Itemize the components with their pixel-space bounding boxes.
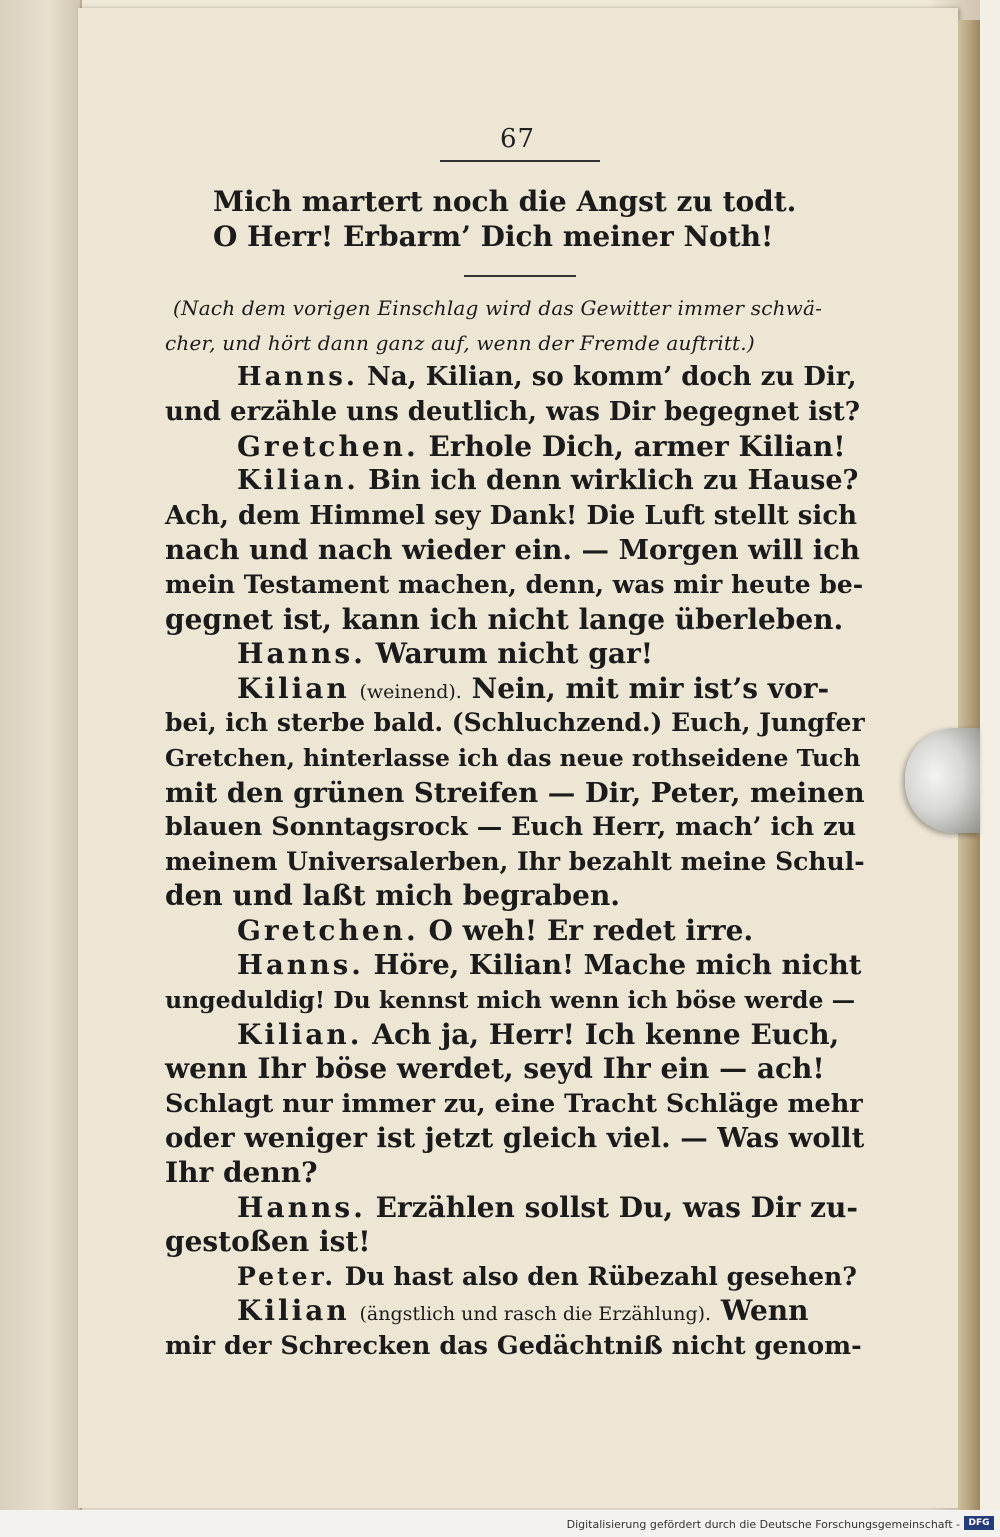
dialogue-line: Peter. Du hast also den Rübezahl gesehen?	[237, 1261, 857, 1291]
dialogue-line: Schlagt nur immer zu, eine Tracht Schläge mehr	[165, 1088, 863, 1119]
dialogue-line: Kilian. Ach ja, Herr! Ich kenne Euch,	[237, 1017, 840, 1051]
speaker-name: Kilian.	[237, 465, 359, 497]
dialogue-line: Gretchen. Erhole Dich, armer Kilian!	[237, 429, 846, 463]
dfg-logo: DFG	[964, 1516, 994, 1530]
dialogue-line: Kilian. Bin ich denn wirklich zu Hause?	[237, 465, 859, 497]
dialogue-line: Hanns. Höre, Kilian! Mache mich nicht	[237, 949, 862, 982]
dialogue-line: Gretchen, hinterlasse ich das neue rothseidene Tuch	[165, 743, 861, 772]
dialogue-line: oder weniger ist jetzt gleich viel. — Was wollt	[165, 1122, 865, 1155]
speaker-name: Hanns.	[237, 1190, 366, 1224]
spacer	[165, 254, 865, 291]
dialogue-line: Hanns. Warum nicht gar!	[237, 637, 654, 671]
dialogue-line: Hanns. Na, Kilian, so komm’ doch zu Dir,	[237, 362, 857, 393]
stage-direction: (weinend).	[359, 680, 462, 703]
speaker-name: Hanns.	[237, 362, 358, 393]
digitization-credit: Digitalisierung gefördert durch die Deutsche Forschungsgemeinschaft -	[566, 1518, 960, 1531]
speaker-name: Kilian	[237, 1294, 350, 1328]
dialogue-line: meinem Universalerben, Ihr bezahlt meine Schul-	[165, 846, 865, 876]
speaker-name: Gretchen.	[237, 913, 419, 947]
dialogue-line: Gretchen. O weh! Er redet irre.	[237, 913, 754, 947]
stage-direction-line: cher, und hört dann ganz auf, wenn der Fremde auftritt.)	[165, 330, 755, 355]
speaker-name: Kilian.	[237, 1017, 363, 1051]
speaker-name: Hanns.	[237, 949, 364, 982]
dialogue-line: mit den grünen Streifen — Dir, Peter, meinen	[165, 776, 865, 809]
verse-line: O Herr! Erbarm’ Dich meiner Noth!	[213, 219, 774, 253]
speaker-name: Gretchen.	[237, 429, 419, 463]
dialogue-line: blauen Sonntagsrock — Euch Herr, mach’ ich zu	[165, 812, 857, 843]
stage-direction-line: (Nach dem vorigen Einschlag wird das Gewitter immer schwä-	[173, 296, 823, 321]
scan-margin	[980, 0, 1000, 1537]
dialogue-line: Kilian (weinend). Nein, mit mir ist’s vor-	[237, 671, 830, 705]
dialogue-line: den und laßt mich begraben.	[165, 879, 621, 913]
dialogue-line: bei, ich sterbe bald. (Schluchzend.) Euch, Jungfer	[165, 708, 865, 738]
dialogue-line: und erzähle uns deutlich, was Dir begegnet ist?	[165, 396, 860, 427]
dialogue-line: mir der Schrecken das Gedächtniß nicht genom-	[165, 1331, 862, 1361]
page-number: 67	[500, 124, 536, 154]
speaker-name: Kilian	[237, 671, 350, 705]
dialogue-line: gestoßen ist!	[165, 1225, 371, 1259]
speaker-name: Hanns.	[237, 637, 366, 671]
previous-page-edge	[0, 0, 82, 1510]
dialogue-line: Ihr denn?	[165, 1156, 318, 1190]
dialogue-line: ungeduldig! Du kennst mich wenn ich böse werde —	[165, 986, 856, 1015]
verse-line: Mich martert noch die Angst zu todt.	[213, 185, 797, 218]
page-text	[165, 185, 865, 1364]
stage-direction: (ängstlich und rasch die Erzählung).	[359, 1303, 712, 1326]
dialogue-line: mein Testament machen, denn, was mir heute be-	[165, 569, 864, 599]
dialogue-line: wenn Ihr böse werdet, seyd Ihr ein — ach!	[165, 1052, 825, 1086]
header-rule	[440, 160, 600, 162]
speaker-name: Peter.	[237, 1261, 337, 1291]
dialogue-line: Ach, dem Himmel sey Dank! Die Luft stellt sich	[165, 500, 858, 531]
dialogue-line: Hanns. Erzählen sollst Du, was Dir zu-	[237, 1190, 858, 1224]
dialogue-line: Kilian (ängstlich und rasch die Erzählung). Wenn	[237, 1294, 809, 1328]
dialogue-line: gegnet ist, kann ich nicht lange überleben.	[165, 602, 844, 636]
dialogue-line: nach und nach wieder ein. — Morgen will ich	[165, 534, 860, 567]
